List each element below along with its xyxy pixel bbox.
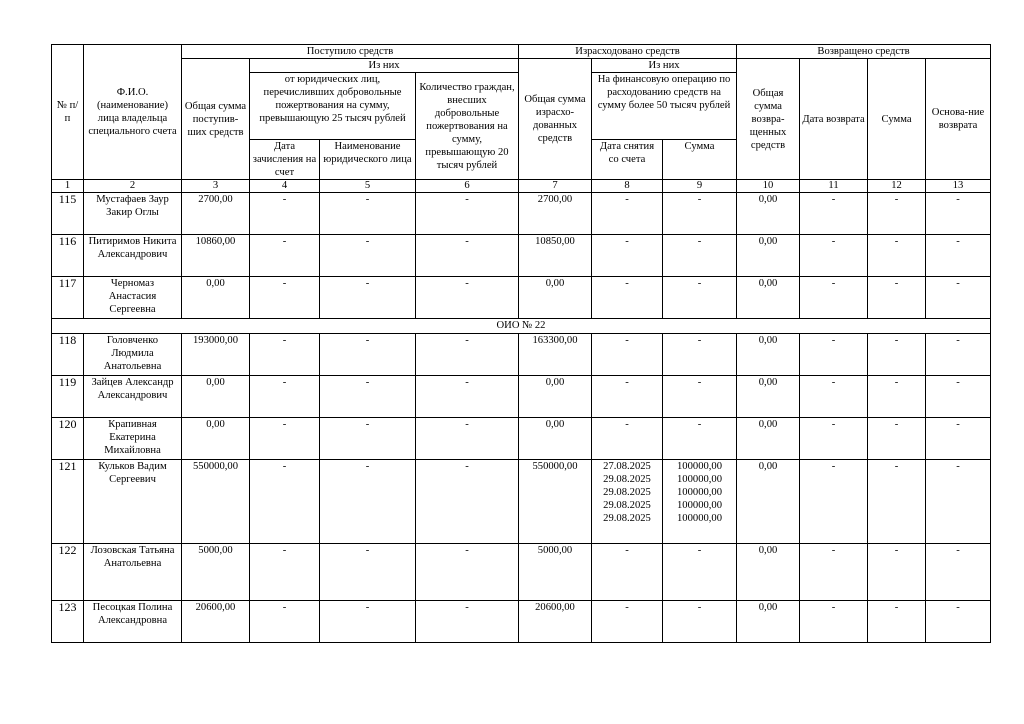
return-sum: - — [868, 601, 926, 643]
owner-name: Головченко Людмила Анатольевна — [84, 334, 182, 376]
header-fin-operation: На финансовую операцию по расходованию средств на сумму более 50 тысяч рублей — [592, 73, 737, 140]
withdraw-date-line: - — [625, 602, 629, 613]
withdraw-sum-line: 100000,00 — [677, 461, 723, 472]
withdraw-date-line: - — [625, 278, 629, 289]
header-total-received: Общая сумма поступив-ших средств — [182, 59, 250, 180]
total-received: 0,00 — [182, 376, 250, 418]
row-number: 123 — [52, 601, 84, 643]
return-date: - — [800, 544, 868, 601]
table-row — [52, 193, 991, 235]
withdraw-date — [592, 418, 663, 460]
credit-date: - — [250, 418, 320, 460]
return-date: - — [800, 193, 868, 235]
citizens-count: - — [416, 277, 519, 319]
withdraw-date-line: - — [625, 335, 629, 346]
row-number: 117 — [52, 277, 84, 319]
withdraw-date-line: 29.08.2025 — [603, 500, 651, 511]
withdraw-date — [592, 235, 663, 277]
legal-entity-name: - — [320, 544, 416, 601]
withdraw-sum — [663, 334, 737, 376]
withdraw-sum — [663, 418, 737, 460]
column-number: 9 — [663, 180, 737, 193]
return-date: - — [800, 334, 868, 376]
withdraw-sum-line: 100000,00 — [677, 474, 723, 485]
table-row — [52, 235, 991, 277]
section-title: ОИО № 22 — [52, 319, 991, 334]
funds-report-table — [51, 44, 991, 643]
table-header — [52, 45, 991, 193]
withdraw-date-line: - — [625, 236, 629, 247]
total-received: 0,00 — [182, 418, 250, 460]
total-received: 193000,00 — [182, 334, 250, 376]
table-row — [52, 376, 991, 418]
header-withdraw-sum: Сумма — [663, 140, 737, 180]
withdraw-sum-line: - — [697, 545, 702, 556]
column-number: 4 — [250, 180, 320, 193]
total-spent: 5000,00 — [519, 544, 592, 601]
credit-date: - — [250, 334, 320, 376]
header-owner-name: Ф.И.О. (наименование) лица владельца специального счета — [84, 45, 182, 180]
credit-date: - — [250, 601, 320, 643]
return-reason: - — [926, 193, 991, 235]
return-sum: - — [868, 193, 926, 235]
header-return-sum: Сумма — [868, 59, 926, 180]
header-total-returned: Общая сумма возвра-щенных средств — [737, 59, 800, 180]
citizens-count: - — [416, 193, 519, 235]
withdraw-date-line: 29.08.2025 — [603, 474, 651, 485]
table-body-b — [52, 334, 991, 643]
row-number: 118 — [52, 334, 84, 376]
citizens-count: - — [416, 601, 519, 643]
total-spent: 20600,00 — [519, 601, 592, 643]
return-sum: - — [868, 376, 926, 418]
return-reason: - — [926, 334, 991, 376]
total-received: 550000,00 — [182, 460, 250, 544]
withdraw-sum-line: - — [697, 335, 702, 346]
total-returned: 0,00 — [737, 460, 800, 544]
return-reason: - — [926, 376, 991, 418]
header-returned-group: Возвращено средств — [737, 45, 991, 59]
return-sum: - — [868, 277, 926, 319]
owner-name: Кульков Вадим Сергеевич — [84, 460, 182, 544]
column-number: 10 — [737, 180, 800, 193]
credit-date: - — [250, 277, 320, 319]
return-sum: - — [868, 235, 926, 277]
return-date: - — [800, 418, 868, 460]
total-received: 0,00 — [182, 277, 250, 319]
header-received-group: Поступило средств — [182, 45, 519, 59]
header-of-them-received: Из них — [250, 59, 519, 73]
withdraw-sum — [663, 376, 737, 418]
total-spent: 163300,00 — [519, 334, 592, 376]
withdraw-date-line: - — [625, 419, 629, 430]
withdraw-date — [592, 334, 663, 376]
return-reason: - — [926, 418, 991, 460]
withdraw-sum — [663, 544, 737, 601]
return-reason: - — [926, 235, 991, 277]
citizens-count: - — [416, 544, 519, 601]
total-returned: 0,00 — [737, 193, 800, 235]
table-body-a — [52, 193, 991, 319]
legal-entity-name: - — [320, 601, 416, 643]
legal-entity-name: - — [320, 376, 416, 418]
return-date: - — [800, 235, 868, 277]
header-of-them-spent: Из них — [592, 59, 737, 73]
credit-date: - — [250, 460, 320, 544]
total-spent: 0,00 — [519, 277, 592, 319]
column-number: 3 — [182, 180, 250, 193]
withdraw-sum — [663, 460, 737, 544]
credit-date: - — [250, 193, 320, 235]
column-number: 2 — [84, 180, 182, 193]
withdraw-date — [592, 193, 663, 235]
withdraw-date-line: 29.08.2025 — [603, 487, 651, 498]
column-number: 13 — [926, 180, 991, 193]
row-number: 122 — [52, 544, 84, 601]
total-returned: 0,00 — [737, 277, 800, 319]
header-legal-entities: от юридических лиц, перечисливших добровольные пожертвования на сумму, превышающую 25 тысяч рублей — [250, 73, 416, 140]
withdraw-sum-line: 100000,00 — [677, 487, 723, 498]
withdraw-sum-line: 100000,00 — [677, 500, 723, 511]
withdraw-date-line: 29.08.2025 — [603, 513, 651, 524]
legal-entity-name: - — [320, 334, 416, 376]
citizens-count: - — [416, 334, 519, 376]
table-row — [52, 277, 991, 319]
withdraw-date-line: - — [625, 194, 629, 205]
legal-entity-name: - — [320, 235, 416, 277]
table-row — [52, 334, 991, 376]
header-row-number: № п/п — [52, 45, 84, 180]
return-reason: - — [926, 601, 991, 643]
total-returned: 0,00 — [737, 235, 800, 277]
owner-name: Черномаз Анастасия Сергеевна — [84, 277, 182, 319]
owner-name: Лозовская Татьяна Анатольевна — [84, 544, 182, 601]
withdraw-sum-line: - — [697, 419, 702, 430]
credit-date: - — [250, 235, 320, 277]
withdraw-date — [592, 376, 663, 418]
column-number: 11 — [800, 180, 868, 193]
return-date: - — [800, 460, 868, 544]
withdraw-sum — [663, 277, 737, 319]
withdraw-sum-line: - — [697, 194, 702, 205]
header-withdraw-date: Дата снятия со счета — [592, 140, 663, 180]
withdraw-date-line: 27.08.2025 — [603, 461, 651, 472]
column-number: 5 — [320, 180, 416, 193]
header-return-date: Дата возврата — [800, 59, 868, 180]
total-spent: 10850,00 — [519, 235, 592, 277]
column-number: 6 — [416, 180, 519, 193]
row-number: 119 — [52, 376, 84, 418]
withdraw-sum — [663, 193, 737, 235]
section-divider — [52, 319, 991, 334]
citizens-count: - — [416, 376, 519, 418]
total-returned: 0,00 — [737, 376, 800, 418]
owner-name: Крапивная Екатерина Михайловна — [84, 418, 182, 460]
withdraw-date-line: - — [625, 377, 629, 388]
return-date: - — [800, 601, 868, 643]
withdraw-date — [592, 460, 663, 544]
withdraw-date — [592, 277, 663, 319]
header-spent-group: Израсходовано средств — [519, 45, 737, 59]
citizens-count: - — [416, 460, 519, 544]
return-reason: - — [926, 460, 991, 544]
withdraw-sum — [663, 601, 737, 643]
legal-entity-name: - — [320, 418, 416, 460]
return-sum: - — [868, 418, 926, 460]
column-number: 1 — [52, 180, 84, 193]
citizens-count: - — [416, 235, 519, 277]
withdraw-sum-line: 100000,00 — [677, 513, 723, 524]
owner-name: Зайцев Александр Александрович — [84, 376, 182, 418]
withdraw-sum-line: - — [697, 278, 702, 289]
row-number: 116 — [52, 235, 84, 277]
total-received: 5000,00 — [182, 544, 250, 601]
withdraw-sum-line: - — [697, 602, 702, 613]
report-sheet — [51, 44, 991, 643]
legal-entity-name: - — [320, 277, 416, 319]
total-spent: 550000,00 — [519, 460, 592, 544]
return-reason: - — [926, 277, 991, 319]
return-sum: - — [868, 334, 926, 376]
legal-entity-name: - — [320, 193, 416, 235]
table-row — [52, 460, 991, 544]
header-credit-date: Дата зачисления на счет — [250, 140, 320, 180]
withdraw-date — [592, 544, 663, 601]
withdraw-sum-line: - — [697, 236, 702, 247]
credit-date: - — [250, 376, 320, 418]
legal-entity-name: - — [320, 460, 416, 544]
total-received: 10860,00 — [182, 235, 250, 277]
return-date: - — [800, 376, 868, 418]
withdraw-date-line: - — [625, 545, 629, 556]
return-date: - — [800, 277, 868, 319]
return-sum: - — [868, 460, 926, 544]
withdraw-sum-line: - — [697, 377, 702, 388]
row-number: 121 — [52, 460, 84, 544]
owner-name: Мустафаев Заур Закир Оглы — [84, 193, 182, 235]
total-returned: 0,00 — [737, 334, 800, 376]
total-spent: 0,00 — [519, 376, 592, 418]
column-number: 8 — [592, 180, 663, 193]
total-returned: 0,00 — [737, 601, 800, 643]
total-received: 2700,00 — [182, 193, 250, 235]
return-sum: - — [868, 544, 926, 601]
total-spent: 2700,00 — [519, 193, 592, 235]
owner-name: Песоцкая Полина Александровна — [84, 601, 182, 643]
owner-name: Питиримов Никита Александрович — [84, 235, 182, 277]
header-legal-entity-name: Наименование юридического лица — [320, 140, 416, 180]
column-number: 12 — [868, 180, 926, 193]
withdraw-sum — [663, 235, 737, 277]
header-return-reason: Основа-ние возврата — [926, 59, 991, 180]
withdraw-date — [592, 601, 663, 643]
total-returned: 0,00 — [737, 418, 800, 460]
table-row — [52, 601, 991, 643]
table-row — [52, 544, 991, 601]
total-spent: 0,00 — [519, 418, 592, 460]
column-number: 7 — [519, 180, 592, 193]
row-number: 120 — [52, 418, 84, 460]
citizens-count: - — [416, 418, 519, 460]
return-reason: - — [926, 544, 991, 601]
column-numbers-row — [52, 180, 991, 193]
table-row — [52, 418, 991, 460]
total-received: 20600,00 — [182, 601, 250, 643]
credit-date: - — [250, 544, 320, 601]
header-total-spent: Общая сумма израсхо-дованных средств — [519, 59, 592, 180]
header-citizens-count: Количество граждан, внесших добровольные пожертвования на сумму, превышающую 20 тысяч рублей — [416, 73, 519, 180]
row-number: 115 — [52, 193, 84, 235]
total-returned: 0,00 — [737, 544, 800, 601]
